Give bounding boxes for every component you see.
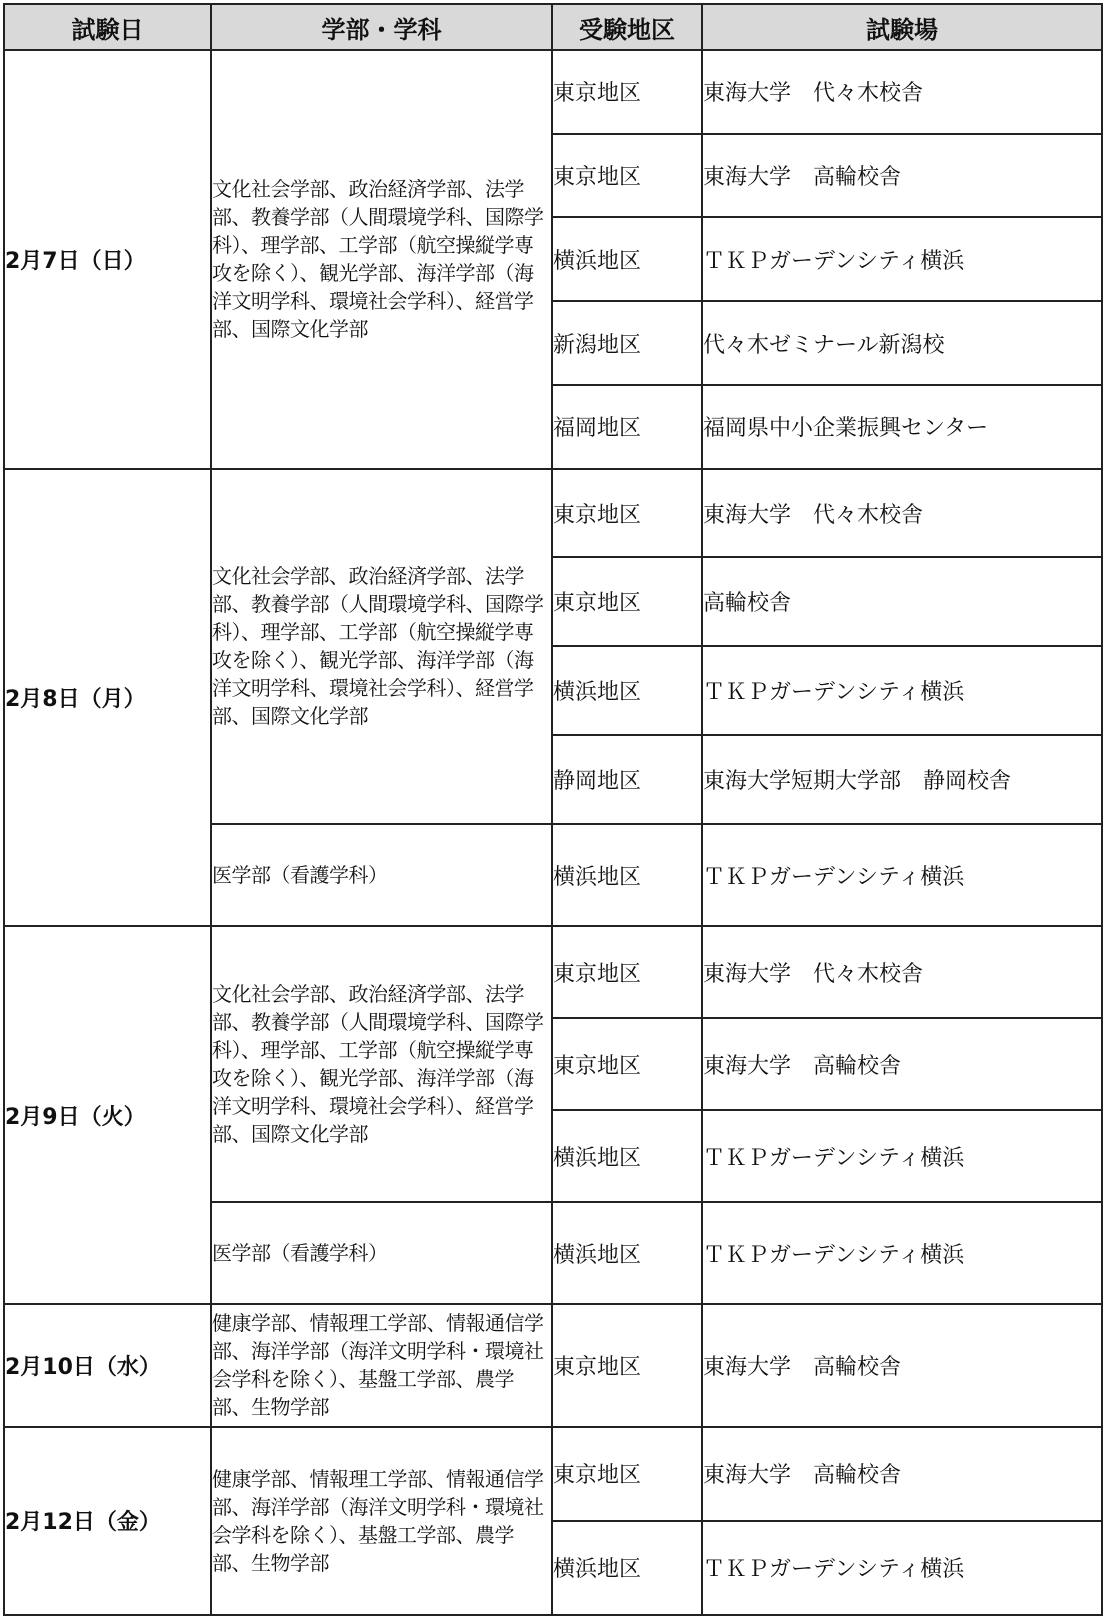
exam-venue: 東海大学 高輪校舎: [702, 1304, 1102, 1427]
exam-area: 横浜地区: [552, 646, 702, 735]
exam-venue: ＴＫＰガーデンシティ横浜: [702, 1521, 1102, 1615]
exam-area: 横浜地区: [552, 824, 702, 926]
exam-area: 東京地区: [552, 926, 702, 1018]
department-list: 健康学部、情報理工学部、情報通信学部、海洋学部（海洋文明学科・環境社会学科を除く）、基盤工学部、農学部、生物学部: [211, 1304, 552, 1427]
exam-area: 東京地区: [552, 469, 702, 558]
exam-venue: 代々木ゼミナール新潟校: [702, 301, 1102, 385]
exam-venue: ＴＫＰガーデンシティ横浜: [702, 824, 1102, 926]
exam-venue: ＴＫＰガーデンシティ横浜: [702, 1202, 1102, 1303]
exam-venue: 東海大学 高輪校舎: [702, 134, 1102, 218]
exam-date: 2月12日（金）: [4, 1427, 211, 1615]
exam-venue: 東海大学短期大学部 静岡校舎: [702, 735, 1102, 824]
department-list: 文化社会学部、政治経済学部、法学部、教養学部（人間環境学科、国際学科）、理学部、工学部（航空操縦学専攻を除く）、観光学部、海洋学部（海洋文明学科、環境社会学科）、経営学部、国際文化学部: [211, 926, 552, 1202]
exam-date: 2月8日（月）: [4, 469, 211, 927]
exam-date: 2月7日（日）: [4, 50, 211, 469]
exam-area: 静岡地区: [552, 735, 702, 824]
exam-area: 東京地区: [552, 1304, 702, 1427]
exam-area: 横浜地区: [552, 217, 702, 301]
header-dept: 学部・学科: [211, 4, 552, 50]
department-list: 医学部（看護学科）: [211, 1202, 552, 1303]
exam-area: 東京地区: [552, 557, 702, 646]
exam-venue: 東海大学 代々木校舎: [702, 926, 1102, 1018]
exam-area: 福岡地区: [552, 385, 702, 469]
exam-venue: 東海大学 高輪校舎: [702, 1018, 1102, 1110]
exam-area: 東京地区: [552, 1427, 702, 1521]
header-venue: 試験場: [702, 4, 1102, 50]
exam-venue: ＴＫＰガーデンシティ横浜: [702, 646, 1102, 735]
department-list: 健康学部、情報理工学部、情報通信学部、海洋学部（海洋文明学科・環境社会学科を除く）、基盤工学部、農学部、生物学部: [211, 1427, 552, 1615]
table-row: [4, 469, 1102, 558]
exam-venue: 福岡県中小企業振興センター: [702, 385, 1102, 469]
exam-area: 新潟地区: [552, 301, 702, 385]
department-list: 文化社会学部、政治経済学部、法学部、教養学部（人間環境学科、国際学科）、理学部、工学部（航空操縦学専攻を除く）、観光学部、海洋学部（海洋文明学科、環境社会学科）、経営学部、国際文化学部: [211, 469, 552, 825]
exam-date: 2月10日（水）: [4, 1304, 211, 1427]
exam-venue: 東海大学 高輪校舎: [702, 1427, 1102, 1521]
exam-venue: 高輪校舎: [702, 557, 1102, 646]
exam-venue: 東海大学 代々木校舎: [702, 469, 1102, 558]
header-area: 受験地区: [552, 4, 702, 50]
exam-schedule-table: [3, 3, 1103, 1616]
exam-area: 横浜地区: [552, 1202, 702, 1303]
exam-venue: ＴＫＰガーデンシティ横浜: [702, 217, 1102, 301]
header-row: [4, 4, 1102, 50]
exam-area: 東京地区: [552, 1018, 702, 1110]
department-list: 医学部（看護学科）: [211, 824, 552, 926]
exam-area: 東京地区: [552, 50, 702, 134]
exam-venue: 東海大学 代々木校舎: [702, 50, 1102, 134]
table-row: [4, 1304, 1102, 1427]
department-list: 文化社会学部、政治経済学部、法学部、教養学部（人間環境学科、国際学科）、理学部、工学部（航空操縦学専攻を除く）、観光学部、海洋学部（海洋文明学科、環境社会学科）、経営学部、国際文化学部: [211, 50, 552, 469]
exam-area: 東京地区: [552, 134, 702, 218]
header-date: 試験日: [4, 4, 211, 50]
exam-area: 横浜地区: [552, 1521, 702, 1615]
exam-date: 2月9日（火）: [4, 926, 211, 1303]
table-row: [4, 50, 1102, 134]
table-row: [4, 1427, 1102, 1521]
table-row: [4, 926, 1102, 1018]
exam-venue: ＴＫＰガーデンシティ横浜: [702, 1110, 1102, 1202]
exam-area: 横浜地区: [552, 1110, 702, 1202]
